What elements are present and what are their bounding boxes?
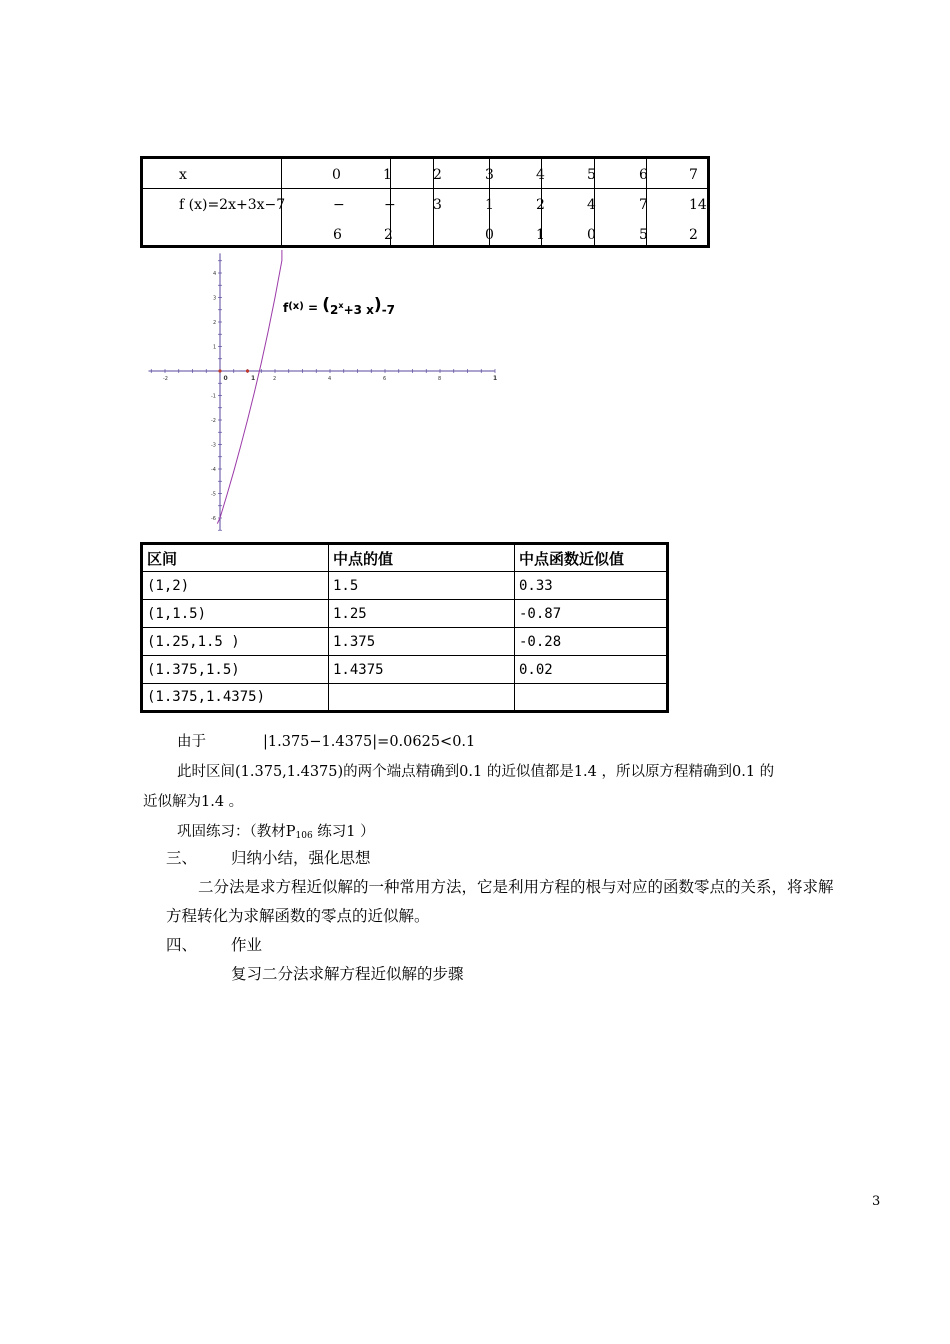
y-tick-label: 1	[213, 344, 217, 351]
row-label-fx: f (x)=2x+3x−7	[179, 197, 286, 213]
row-label-x: x	[179, 167, 187, 183]
fx-value: 5	[639, 227, 648, 243]
fx-value: 1	[536, 227, 545, 243]
y-tick-label: -1	[211, 393, 216, 400]
practice-suffix: 练习1 ）	[312, 824, 375, 840]
condition-label: 由于	[177, 734, 206, 750]
x-value: 2	[433, 167, 442, 183]
table-header-row	[142, 544, 668, 572]
y-tick-label: -5	[211, 491, 216, 498]
table-row	[142, 628, 668, 656]
table-header: 区间	[142, 544, 329, 572]
fx-value: 2	[689, 227, 698, 243]
table-cell: (1.375,1.5)	[142, 656, 329, 684]
x-tick-label: 0	[223, 375, 228, 382]
x-tick-label: 2	[273, 376, 277, 382]
marked-point	[218, 369, 221, 372]
fx-value: −	[384, 197, 396, 213]
x-value: 0	[332, 167, 341, 183]
fx-value: 0	[587, 227, 596, 243]
practice-page: 106	[295, 831, 313, 841]
fx-value: 1	[485, 197, 494, 213]
x-tick-label: -2	[163, 376, 168, 382]
fx-value: 4	[587, 197, 596, 213]
function-graph	[140, 250, 500, 540]
fx-value: 14	[689, 197, 707, 213]
fx-value: 2	[536, 197, 545, 213]
practice-reference	[177, 822, 375, 846]
fx-value: 0	[485, 227, 494, 243]
y-tick-label: 4	[213, 271, 217, 277]
table-cell: (1.25,1.5 )	[142, 628, 329, 656]
table-cell: 0.33	[515, 572, 668, 600]
fx-value: 3	[433, 197, 442, 213]
x-value: 5	[587, 167, 596, 183]
table-cell	[515, 684, 668, 712]
y-tick-label: 3	[213, 295, 217, 302]
homework-text: 复习二分法求解方程近似解的步骤	[231, 965, 464, 983]
section-title: 归纳小结，强化思想	[231, 849, 371, 867]
table-cell: 1.25	[329, 600, 515, 628]
x-tick-label: 1	[251, 375, 256, 382]
table-cell: 1.375	[329, 628, 515, 656]
section-number: 四、	[166, 936, 198, 954]
fx-value: −	[333, 197, 345, 213]
summary-paragraph: 方程转化为求解函数的零点的近似解。	[166, 907, 430, 925]
graph-formula: $f^{(x)} = (2^x+3$ x)-7	[283, 295, 396, 317]
table-row	[142, 656, 668, 684]
table-row	[142, 600, 668, 628]
x-value: 7	[689, 167, 698, 183]
table-row	[142, 572, 668, 600]
table-cell: 1.5	[329, 572, 515, 600]
value-table	[140, 156, 710, 248]
table-row	[142, 684, 668, 712]
table-header: 中点函数近似值	[515, 544, 668, 572]
x-value: 4	[536, 167, 545, 183]
table-cell: -0.28	[515, 628, 668, 656]
function-curve	[217, 250, 282, 524]
table-cell	[329, 684, 515, 712]
table-divider	[143, 188, 707, 189]
table-cell: (1,1.5)	[142, 600, 329, 628]
table-cell: 0.02	[515, 656, 668, 684]
section-number: 三、	[166, 849, 198, 867]
table-cell: 1.4375	[329, 656, 515, 684]
section-title: 作业	[231, 936, 263, 954]
y-tick-label: -6	[211, 516, 216, 522]
fx-value: 6	[333, 227, 342, 243]
y-tick-label: -3	[211, 442, 216, 449]
conclusion-line: 近似解为1.4 。	[143, 794, 244, 810]
marked-point	[246, 369, 249, 372]
x-value: 1	[383, 167, 392, 183]
page-number: 3	[872, 1194, 881, 1209]
x-tick-label: 1	[493, 375, 498, 382]
practice-prefix: 巩固练习：（教材P	[177, 824, 296, 840]
fx-value: 7	[639, 197, 648, 213]
condition-expression: |1.375−1.4375|=0.0625<0.1	[263, 734, 476, 750]
conclusion-line: 此时区间(1.375,1.4375)的两个端点精确到0.1 的近似值都是1.4 ，所以原方程精确到0.1 的	[177, 764, 775, 780]
table-header: 中点的值	[329, 544, 515, 572]
x-tick-label: 8	[438, 376, 442, 382]
fx-value: 2	[384, 227, 393, 243]
y-tick-label: -4	[211, 467, 216, 473]
x-tick-label: 4	[328, 376, 332, 382]
x-value: 3	[485, 167, 494, 183]
table-cell: -0.87	[515, 600, 668, 628]
y-tick-label: 2	[213, 320, 217, 326]
x-value: 6	[639, 167, 648, 183]
table-cell: (1.375,1.4375)	[142, 684, 329, 712]
summary-paragraph: 二分法是求方程近似解的一种常用方法，它是利用方程的根与对应的函数零点的关系，将求解	[198, 878, 834, 896]
x-tick-label: 6	[383, 376, 387, 382]
bisection-table	[140, 542, 669, 713]
table-cell: (1,2)	[142, 572, 329, 600]
y-tick-label: -2	[211, 418, 216, 424]
